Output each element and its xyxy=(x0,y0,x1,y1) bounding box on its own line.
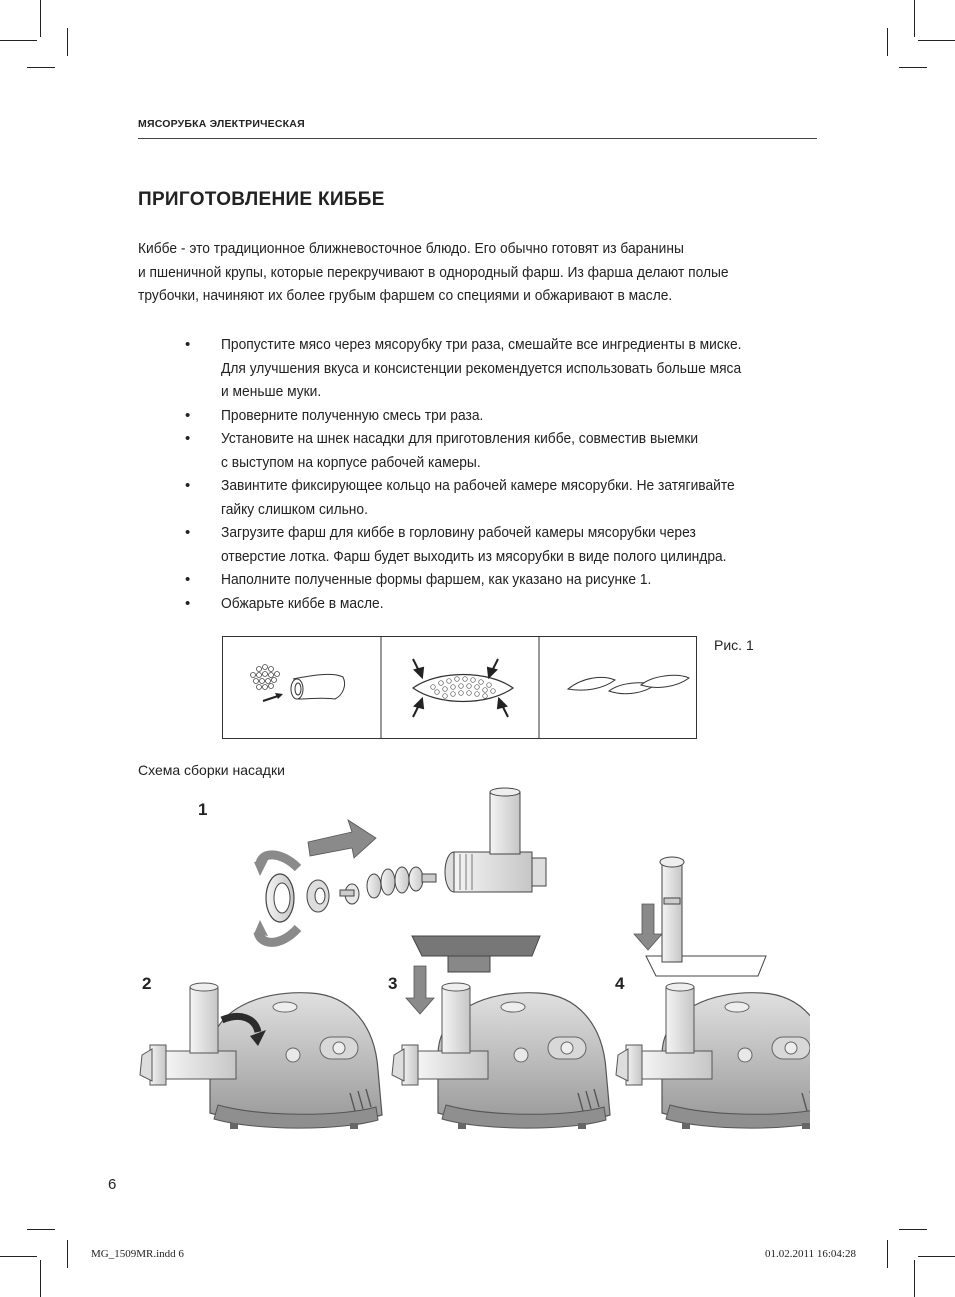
down-arrow-icon xyxy=(406,966,434,1014)
mince-pile-icon xyxy=(251,665,280,690)
intro-paragraph xyxy=(138,237,819,308)
running-header: МЯСОРУБКА ЭЛЕКТРИЧЕСКАЯ xyxy=(138,118,305,130)
list-item: • Проверните полученную смесь три раза. xyxy=(185,404,861,428)
list-item: • Обжарьте киббе в масле. xyxy=(185,592,861,616)
list-item: • Завинтите фиксирующее кольцо на рабочей камере мясорубки. Не затягивайте гайку слишком сильно. xyxy=(185,474,861,521)
kibbe-figure xyxy=(222,636,697,739)
step-number: 1 xyxy=(198,800,208,819)
hollow-tube-icon xyxy=(291,674,345,699)
section-title: ПРИГОТОВЛЕНИЕ КИББЕ xyxy=(138,189,385,210)
bullet-icon: • xyxy=(185,406,191,424)
page-number: 6 xyxy=(108,1176,117,1193)
list-item: • Установите на шнек насадки для приготовления киббе, совместив выемки с выступом на корпусе рабочей камеры. xyxy=(185,427,861,474)
assembly-diagram xyxy=(130,780,810,1150)
header-divider xyxy=(138,138,817,139)
instruction-list xyxy=(185,333,861,615)
step-number: 2 xyxy=(142,974,152,993)
bullet-icon: • xyxy=(185,477,191,494)
kibbe-steps-illustration xyxy=(223,637,696,738)
auger-screw xyxy=(367,867,436,898)
bullet-icon: • xyxy=(185,524,191,541)
footer-timestamp: 01.02.2011 16:04:28 xyxy=(765,1248,856,1260)
exploded-parts-illustration xyxy=(254,788,546,942)
finished-kibbe-icon xyxy=(568,675,689,693)
step-number: 4 xyxy=(615,974,625,993)
bullet-icon: • xyxy=(185,430,191,447)
bullet-icon: • xyxy=(185,571,191,588)
list-item: • Пропустите мясо через мясорубку три раза, смешайте все ингредиенты в миске. Для улучшения вкуса и консистенции рекомендуется использовать больше мяса и меньше муки. xyxy=(185,333,861,404)
intro-line: и пшеничной крупы, которые перекручивают в однородный фарш. Из фарша делают полые xyxy=(138,263,729,281)
feeding-tray xyxy=(412,936,540,972)
list-item: • Загрузите фарш для киббе в горловину рабочей камеры мясорубки через отверстие лотка. Фарш будет выходить из мясорубки в виде полого цилиндра. xyxy=(185,521,861,568)
assembly-scheme-title: Схема сборки насадки xyxy=(138,762,285,778)
intro-line: Киббе - это традиционное ближневосточное блюдо. Его обычно готовят из баранины xyxy=(138,240,684,257)
direction-arrow-icon xyxy=(308,820,376,858)
stuffed-kibbe-icon xyxy=(413,675,513,702)
list-item: • Наполните полученные формы фаршем, как указано на рисунке 1. xyxy=(185,568,861,592)
footer-file: MG_1509MR.indd 6 xyxy=(91,1248,184,1260)
bullet-icon: • xyxy=(185,336,191,353)
tray-with-pusher xyxy=(646,857,766,976)
intro-line: трубочки, начиняют их более грубым фаршем со специями и обжаривают в масле. xyxy=(138,287,673,304)
figure-caption: Рис. 1 xyxy=(714,637,754,653)
bullet-icon: • xyxy=(185,594,191,612)
step-number: 3 xyxy=(388,974,398,993)
down-arrow-icon xyxy=(634,904,662,950)
grinding-chamber xyxy=(445,788,546,892)
